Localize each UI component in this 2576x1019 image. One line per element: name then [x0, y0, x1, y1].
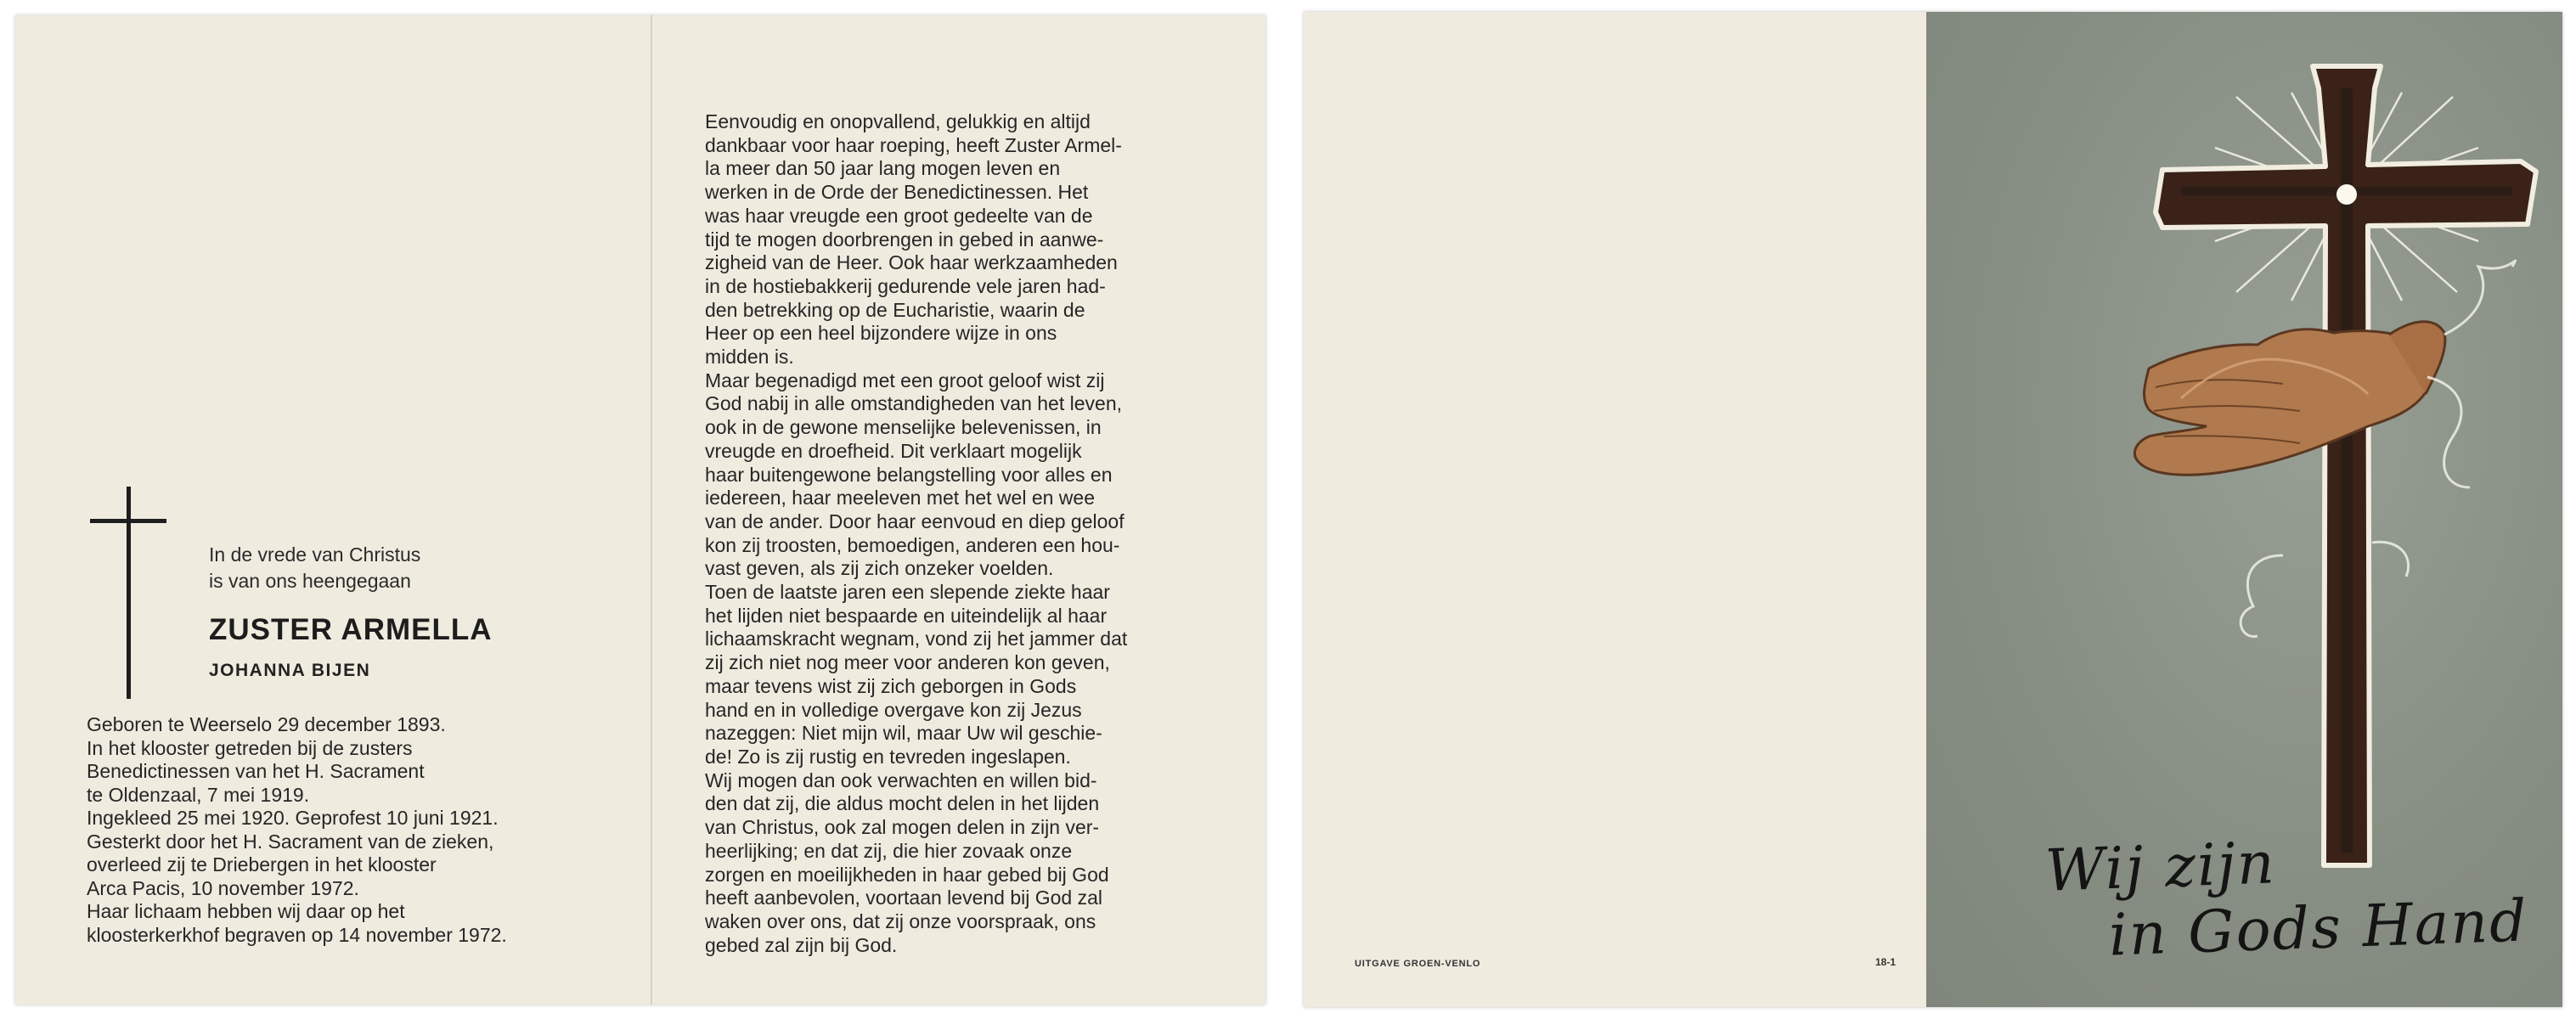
front-cover	[1926, 12, 2562, 1007]
memorial-line: vast geven, als zij zich onzeker voelden.	[705, 557, 1054, 580]
memorial-line: werken in de Orde der Benedictinessen. Het	[705, 181, 1089, 204]
memorial-line: God nabij in alle omstandigheden van het leven,	[705, 392, 1123, 415]
memorial-line: Eenvoudig en onopvallend, gelukkig en altijd	[705, 110, 1091, 132]
memorial-line: lichaamskracht wegnam, vond zij het jammer dat	[705, 628, 1128, 650]
bio-line: overleed zij te Driebergen in het klooster	[87, 853, 437, 875]
memorial-line: ook in de gewone menselijke belevenissen, in	[705, 416, 1102, 439]
memorial-line: was haar vreugde een groot gedeelte van de	[705, 204, 1093, 227]
memorial-line: Heer op een heel bijzondere wijze in ons	[705, 322, 1057, 345]
bio-line: Benedictinessen van het H. Sacrament	[87, 760, 425, 782]
cover-slogan-line-2: in Gods Hand	[2107, 887, 2529, 970]
deceased-name: ZUSTER ARMELLA	[209, 613, 493, 646]
memorial-line: waken over ons, dat zij onze voorspraak, ons	[705, 909, 1096, 932]
memorial-line: heerlijking; en dat zij, die hier zovaak onze	[705, 839, 1073, 862]
memorial-line: zij zich niet nog meer voor anderen kon geven,	[705, 651, 1110, 674]
intro-line: In de vrede van Christus	[209, 543, 421, 566]
memorial-line: iedereen, haar meeleven met het wel en wee	[705, 487, 1096, 510]
cross-icon	[90, 487, 166, 699]
memorial-line: midden is.	[705, 346, 794, 369]
intro-text	[209, 542, 420, 594]
memorial-line: Maar begenadigd met een groot geloof wist zij	[705, 369, 1105, 391]
cover-slogan-line-1: Wij zijn	[2043, 830, 2277, 905]
bio-line: te Oldenzaal, 7 mei 1919.	[87, 783, 310, 806]
biography-block	[87, 713, 630, 947]
memorial-line: gebed zal zijn bij God.	[705, 933, 898, 956]
memorial-line: maar tevens wist zij zich geborgen in Gods	[705, 674, 1077, 697]
memorial-line: het lijden niet bespaarde en uiteindelijk al haar	[705, 604, 1108, 627]
memorial-line: van de ander. Door haar eenvoud en diep geloof	[705, 510, 1125, 532]
memorial-line: kon zij troosten, bemoedigen, anderen een hou-	[705, 533, 1120, 556]
memorial-text	[705, 110, 1215, 957]
memorial-line: haar buitengewone belangstelling voor alles en	[705, 463, 1113, 486]
memorial-line: Toen de laatste jaren een slepende ziekte haar	[705, 581, 1110, 604]
bio-line: kloosterkerkhof begraven op 14 november 1972.	[87, 923, 507, 946]
memorial-line: de! Zo is zij rustig en tevreden ingeslapen.	[705, 745, 1071, 768]
intro-line: is van ons heengegaan	[209, 570, 411, 592]
memorial-line: den dat zij, die aldus mocht delen in het lijden	[705, 792, 1100, 815]
card-code: 18-1	[1875, 956, 1897, 968]
memorial-line: nazeggen: Niet mijn wil, maar Uw wil geschie-	[705, 722, 1102, 745]
card-inner-spread	[15, 15, 1265, 1005]
bio-line: Ingekleed 25 mei 1920. Geprofest 10 juni 1921.	[87, 807, 499, 829]
bio-line: Gesterkt door het H. Sacrament van de zieken,	[87, 830, 494, 853]
memorial-line: heeft aanbevolen, voortaan levend bij God zal	[705, 887, 1102, 909]
bio-line: Geboren te Weerselo 29 december 1893.	[87, 713, 446, 735]
deceased-civil-name: JOHANNA BIJEN	[209, 661, 371, 680]
memorial-line: zorgen en moeilijkheden in haar gebed bij God	[705, 863, 1109, 886]
memorial-line: van Christus, ook zal mogen delen in zijn ver-	[705, 816, 1100, 839]
bio-line: In het klooster getreden bij de zusters	[87, 736, 413, 759]
hand-icon	[2134, 322, 2444, 476]
memorial-line: tijd te mogen doorbrengen in gebed in aanwe-	[705, 228, 1104, 251]
publisher-imprint: UITGAVE GROEN-VENLO	[1355, 959, 1481, 969]
memorial-line: dankbaar voor haar roeping, heeft Zuster Armel-	[705, 133, 1122, 156]
memorial-line: zigheid van de Heer. Ook haar werkzaamheden	[705, 251, 1118, 274]
memorial-line: vreugde en droefheid. Dit verklaart mogelijk	[705, 439, 1082, 462]
bio-line: Haar lichaam hebben wij daar op het	[87, 900, 405, 922]
memorial-line: la meer dan 50 jaar lang mogen leven en	[705, 157, 1061, 180]
card-outer-spread	[1304, 12, 2562, 1007]
memorial-line: den betrekking op de Eucharistie, waarin de	[705, 298, 1085, 321]
bio-line: Arca Pacis, 10 november 1972.	[87, 876, 359, 899]
memorial-line: hand en in volledige overgave kon zij Jezus	[705, 698, 1082, 721]
fold-line	[651, 15, 652, 1005]
memorial-line: in de hostiebakkerij gedurende vele jaren had-	[705, 274, 1106, 297]
memorial-line: Wij mogen dan ook verwachten en willen bid-	[705, 768, 1097, 791]
